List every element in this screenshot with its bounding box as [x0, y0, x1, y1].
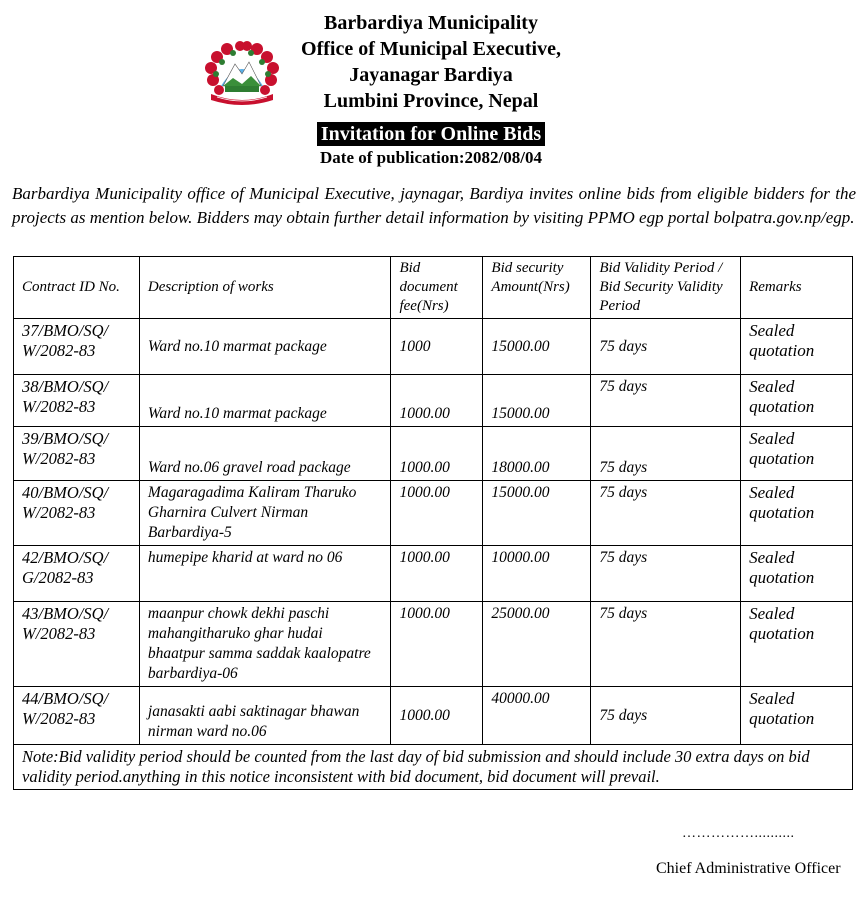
- description-cell: janasakti aabi saktinagar bhawan nirman ward no.06: [139, 687, 391, 745]
- fee-cell: 1000.00: [391, 687, 483, 745]
- description-cell: maanpur chowk dekhi paschi mahangitharuko ghar hudai bhaatpur samma saddak kaalopatre barbardiya-06: [139, 602, 391, 687]
- table-header-row: [14, 257, 853, 319]
- publication-date: Date of publication:2082/08/04: [320, 148, 542, 167]
- contract-id-cell: 38/BMO/SQ/ W/2082-83: [14, 375, 140, 427]
- notice-title: Invitation for Online Bids: [317, 122, 545, 146]
- fee-cell: 1000.00: [391, 546, 483, 602]
- municipality-name: Barbardiya Municipality: [324, 12, 538, 34]
- remarks-cell: Sealed quotation: [741, 375, 853, 427]
- validity-cell: 75 days: [591, 546, 741, 602]
- security-cell: 15000.00: [483, 481, 591, 546]
- validity-cell: 75 days: [591, 319, 741, 375]
- fee-cell: 1000.00: [391, 427, 483, 481]
- security-cell: 15000.00: [483, 375, 591, 427]
- security-cell: 10000.00: [483, 546, 591, 602]
- table-row: [14, 427, 853, 481]
- header-remarks: Remarks: [741, 257, 853, 319]
- description-cell: humepipe kharid at ward no 06: [139, 546, 391, 602]
- description-cell: Magaragadima Kaliram Tharuko Gharnira Culvert Nirman Barbardiya-5: [139, 481, 391, 546]
- header-document-fee: Bid document fee(Nrs): [391, 257, 483, 319]
- province-name: Lumbini Province, Nepal: [323, 90, 539, 112]
- remarks-cell: Sealed quotation: [741, 546, 853, 602]
- signature-line: ……………..........: [682, 826, 795, 841]
- contract-id-cell: 43/BMO/SQ/ W/2082-83: [14, 602, 140, 687]
- bids-table: [13, 256, 853, 790]
- office-location: Jayanagar Bardiya: [349, 64, 513, 86]
- contract-id-cell: 40/BMO/SQ/ W/2082-83: [14, 481, 140, 546]
- table-row: [14, 602, 853, 687]
- security-cell: 40000.00: [483, 687, 591, 745]
- header-contract-id: Contract ID No.: [14, 257, 140, 319]
- remarks-cell: Sealed quotation: [741, 427, 853, 481]
- header-validity-period: Bid Validity Period / Bid Security Validity Period: [591, 257, 741, 319]
- table-row: [14, 481, 853, 546]
- letterhead: [0, 10, 862, 170]
- description-cell: Ward no.06 gravel road package: [139, 427, 391, 481]
- security-cell: 15000.00: [483, 319, 591, 375]
- contract-id-cell: 42/BMO/SQ/ G/2082-83: [14, 546, 140, 602]
- nepal-emblem-icon: [203, 40, 281, 108]
- header-bid-security: Bid security Amount(Nrs): [483, 257, 591, 319]
- fee-cell: 1000.00: [391, 375, 483, 427]
- remarks-cell: Sealed quotation: [741, 319, 853, 375]
- validity-cell: 75 days: [591, 481, 741, 546]
- contract-id-cell: 44/BMO/SQ/ W/2082-83: [14, 687, 140, 745]
- signatory-title: Chief Administrative Officer: [656, 860, 841, 877]
- security-cell: 25000.00: [483, 602, 591, 687]
- fee-cell: 1000.00: [391, 481, 483, 546]
- description-cell: Ward no.10 marmat package: [139, 375, 391, 427]
- fee-cell: 1000: [391, 319, 483, 375]
- table-row: [14, 375, 853, 427]
- security-cell: 18000.00: [483, 427, 591, 481]
- table-row: [14, 319, 853, 375]
- validity-cell: 75 days: [591, 602, 741, 687]
- remarks-cell: Sealed quotation: [741, 687, 853, 745]
- description-cell: Ward no.10 marmat package: [139, 319, 391, 375]
- note-text: Note:Bid validity period should be counted from the last day of bid submission and should include 30 extra days on bid validity period.anything in this notice inconsistent with bid document, bid document will prevail.: [14, 745, 853, 790]
- fee-cell: 1000.00: [391, 602, 483, 687]
- contract-id-cell: 37/BMO/SQ/ W/2082-83: [14, 319, 140, 375]
- intro-paragraph: Barbardiya Municipality office of Municipal Executive, jaynagar, Bardiya invites online bids from eligible bidders for the projects as mention below. Bidders may obtain further detail information by visiting PPMO egp portal bolpatra.gov.np/egp.: [12, 184, 856, 227]
- note-row: [14, 745, 853, 790]
- validity-cell: 75 days: [591, 375, 741, 427]
- table-row: [14, 546, 853, 602]
- office-name: Office of Municipal Executive,: [301, 38, 561, 60]
- table-row: [14, 687, 853, 745]
- header-description: Description of works: [139, 257, 391, 319]
- validity-cell: 75 days: [591, 427, 741, 481]
- remarks-cell: Sealed quotation: [741, 602, 853, 687]
- remarks-cell: Sealed quotation: [741, 481, 853, 546]
- validity-cell: 75 days: [591, 687, 741, 745]
- contract-id-cell: 39/BMO/SQ/ W/2082-83: [14, 427, 140, 481]
